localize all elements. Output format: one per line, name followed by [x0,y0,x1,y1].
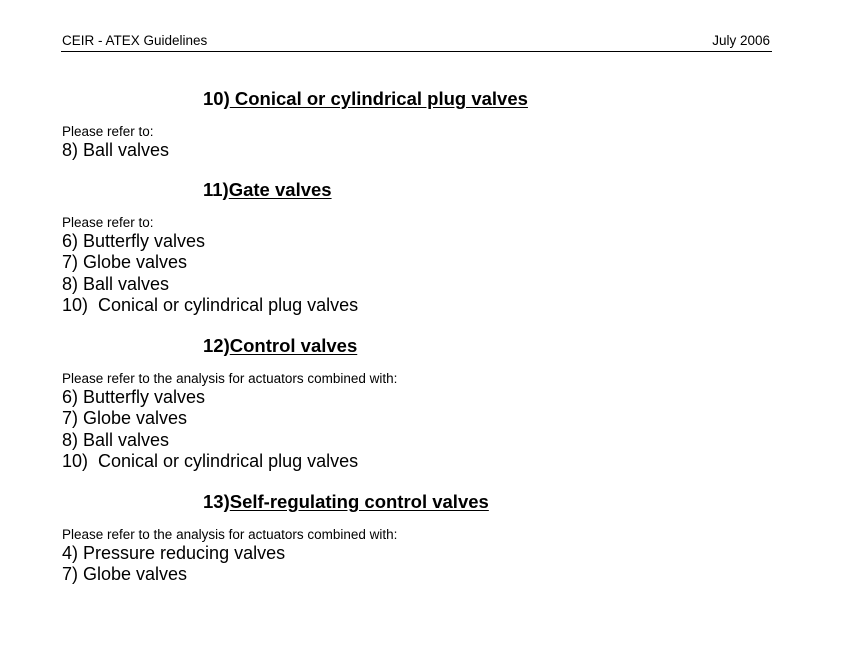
section-title: Control valves [229,335,358,356]
section-title: Self-regulating control valves [229,491,489,512]
list-item: 6) Butterfly valves [62,387,206,407]
section-10 [62,88,782,161]
list-item: 8) Ball valves [62,140,170,160]
list-item: 4) Pressure reducing valves [62,543,286,563]
section-number: 10) [203,88,230,109]
reference-list [62,231,782,317]
list-item: 8) Ball valves [62,429,170,450]
section-heading [203,335,782,365]
document-date: July 2006 [712,33,770,48]
section-title: Gate valves [228,179,332,200]
list-item: 10) Conical or cylindrical plug valves [62,451,359,472]
section-heading [203,88,782,118]
reference-list [62,140,782,161]
section-number: 11) [203,179,229,200]
section-title: Conical or cylindrical plug valves [229,88,528,109]
section-11 [62,179,782,317]
section-heading [203,491,782,521]
section-number: 13) [203,491,230,512]
list-item: 7) Globe valves [62,252,188,273]
page-header [61,33,772,52]
section-heading [203,179,782,209]
reference-list [62,543,782,586]
refer-text: Please refer to: [62,124,154,139]
list-item: 6) Butterfly valves [62,231,206,251]
section-12 [62,335,782,473]
list-item: 7) Globe valves [62,564,188,585]
refer-text: Please refer to the analysis for actuators combined with: [62,527,398,542]
document-title: CEIR - ATEX Guidelines [62,33,208,48]
reference-list [62,387,782,473]
refer-text: Please refer to the analysis for actuators combined with: [62,371,398,386]
section-number: 12) [203,335,230,356]
list-item: 10) Conical or cylindrical plug valves [62,295,359,316]
list-item: 7) Globe valves [62,408,188,429]
refer-text: Please refer to: [62,215,154,230]
section-13 [62,491,782,586]
list-item: 8) Ball valves [62,273,170,294]
